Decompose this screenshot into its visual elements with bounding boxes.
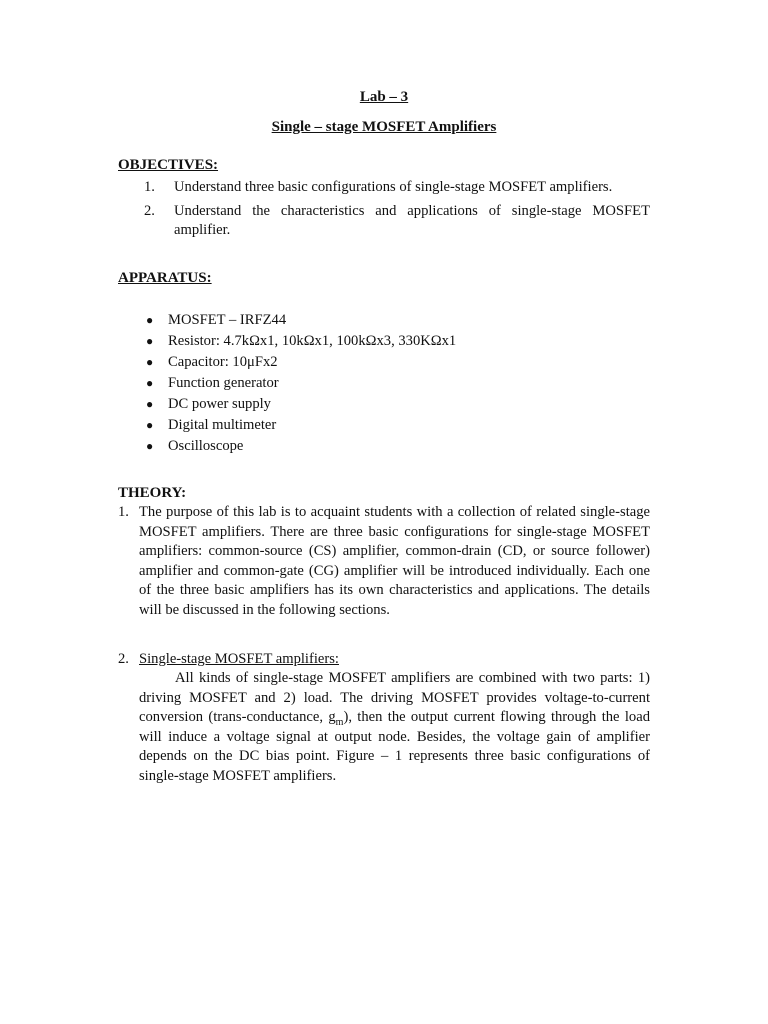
apparatus-item (146, 394, 456, 415)
apparatus-item-text: Capacitor: 10μFx2 (168, 354, 278, 370)
bullet-icon: ● (146, 397, 154, 411)
subsection-heading: Single-stage MOSFET amplifiers: (139, 651, 339, 667)
paragraph-number: 2. (118, 651, 129, 667)
apparatus-item-text: DC power supply (168, 396, 271, 412)
bullet-icon: ● (146, 313, 154, 327)
apparatus-item (146, 352, 456, 373)
theory-paragraph-1 (118, 503, 650, 620)
objective-number: 2. (144, 202, 155, 219)
apparatus-item-text: Function generator (168, 375, 279, 391)
apparatus-item (146, 415, 456, 436)
paragraph-text: The purpose of this lab is to acquaint students with a collection of related single-stage MOSFET amplifiers. There are three basic configurations for single-stage MOSFET amplifiers: common-source (CS) amplifier, common-drain (CD, or source follower) amplifier and common-gate (CG) amplifier will be introduced individually. Each one of the three basic amplifiers has its own characteristics and applications. The details will be discussed in the following sections. (139, 504, 650, 618)
apparatus-item (146, 310, 456, 331)
bullet-icon: ● (146, 376, 154, 390)
apparatus-item (146, 331, 456, 352)
lab-number: Lab – 3 (359, 89, 409, 105)
paragraph-text-part-1: All kinds of single-stage MOSFET amplifiers are combined with two parts: 1) driving MOSFET and 2) load. The driving MOSFET provides voltage-to-current conversion (trans-conductance, g (139, 670, 650, 725)
paragraph-text-part-2: ), then the output current flowing through the load will induce a voltage signal at output node. Besides, the voltage gain of amplifier depends on the DC bias point. Figure – 1 represents three basic configurations of single-stage MOSFET amplifiers. (139, 709, 650, 784)
paragraph-number: 1. (118, 504, 129, 520)
theory-paragraph-2-text (139, 669, 650, 786)
bullet-icon: ● (146, 418, 154, 432)
objective-item (144, 178, 650, 198)
theory-paragraph-2-heading (118, 650, 650, 670)
bullet-icon: ● (146, 355, 154, 369)
apparatus-item-text: MOSFET – IRFZ44 (168, 312, 287, 328)
apparatus-heading: APPARATUS: (118, 270, 212, 286)
apparatus-item-text: Resistor: 4.7kΩx1, 10kΩx1, 100kΩx3, 330KΩx1 (168, 333, 457, 349)
apparatus-item (146, 436, 456, 457)
objective-number: 1. (144, 179, 155, 195)
bullet-icon: ● (146, 439, 154, 453)
apparatus-list (146, 310, 456, 457)
document-title: Single – stage MOSFET Amplifiers (271, 119, 497, 135)
apparatus-item-text: Digital multimeter (168, 417, 277, 433)
apparatus-item (146, 373, 456, 394)
objective-item (144, 202, 650, 241)
subscript-m: m (335, 716, 344, 728)
objectives-heading: OBJECTIVES: (118, 157, 219, 173)
objective-text: Understand the characteristics and applications of single-stage MOSFET amplifier. (174, 202, 650, 238)
objective-text: Understand three basic configurations of single-stage MOSFET amplifiers. (174, 179, 613, 195)
theory-heading: THEORY: (118, 485, 187, 501)
objectives-list (144, 178, 650, 245)
apparatus-item-text: Oscilloscope (168, 438, 244, 454)
bullet-icon: ● (146, 334, 154, 348)
